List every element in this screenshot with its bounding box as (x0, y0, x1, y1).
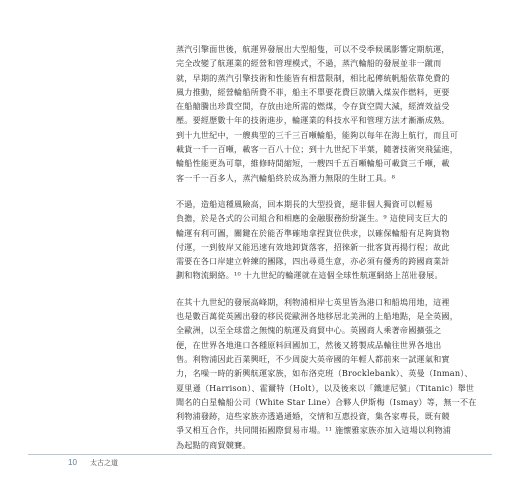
text-line: 蒸汽引擎面世後，航運界發展出大型船隻，可以不受季候風影響定期航運， (176, 44, 450, 54)
text-line: 客一千一百多人，蒸汽輪船終於成為潛力無限的生財工具。⁸ (176, 172, 396, 183)
text-line: 到十九世紀中，一艘典型的三千三百噸輪船，能夠以每年在海上航行，而且可 (176, 129, 458, 140)
text-line: 力，名噪一時的新興航運家族，如布洛克班（Brocklebank）、英曼（Inman）、 (176, 368, 473, 379)
footer-divider (28, 454, 492, 455)
text-line: 利物浦發跡，這些家族亦透過通婚，交情和互惠投資，集各家專長，既有競 (176, 411, 450, 422)
text-line: 載貨一千一百噸，載客一百八十位；到十九世紀下半葉，隨著技術突飛猛進， (176, 144, 458, 155)
text-line: 全歐洲，以至全球當之無愧的航運及商貿中心。英國商人乘著帝國擴張之 (176, 325, 442, 336)
text-line: 為起點的商貿競賽。 (176, 439, 251, 450)
page-footer (28, 454, 492, 474)
text-line: 就，早期的蒸汽引擎技術和性能皆有相當限制，相比起傳統帆船依靠免費的 (176, 72, 450, 83)
text-line: 也是數百萬從英國出發的移民從歐洲各地移居北美洲的上船地點，是全英國， (176, 311, 458, 322)
text-line: 輪船性能更為可靠，維修時間縮短，一艘四千五百噸輪船可載貨三千噸，載 (176, 158, 450, 169)
paragraph-3 (176, 295, 477, 452)
paragraph-1 (176, 42, 458, 185)
text-line: 在船艙騰出珍貴空間，存放由途所需的燃煤，令存貨空間大減，經濟效益受 (176, 101, 450, 112)
text-line: 便，在世界各地進口各種原料回國加工，然後又將製成品輸往世界各地出 (176, 339, 442, 350)
text-line: 在其十九世紀的發展高峰期，利物浦相岸七英里皆為港口和船塢用地，這裡 (176, 296, 450, 307)
text-line: 不過，造船這種風險高，回本期長的大型投資，絕非個人獨資可以輕易 (176, 198, 434, 209)
text-line: 需要在各口岸建立幹練的團隊，四出尋覓生意，亦必須有優秀的跨國商業計 (176, 256, 450, 267)
text-line: 輪運有利可圖，關鍵在於能否準確地拿捏貨位供求，以確保輪船有足夠貨物 (176, 227, 450, 238)
text-line: 壓。要經歷數十年的技術進步，輪運業的科技水平和管理方法才漸漸成熟。 (176, 115, 450, 126)
text-line: 售。利物浦因此百業興旺，不少周旋大英帝國的年輕人都前來一試運氣和實 (176, 353, 450, 364)
text-line: 完全改變了航運業的經營和管理模式，不過，蒸汽輪船的發展並非一蹴而 (176, 58, 442, 69)
text-line: 爭又相互合作，共同開拓國際貿易市場。¹¹ 施懷雅家族亦加入這場以利物浦 (176, 425, 452, 436)
text-line: 聞名的白星輪船公司（White Star Line）合夥人伊斯梅（Ismay）等，無一不在 (176, 396, 477, 407)
running-title: 太古之道 (90, 459, 118, 467)
body-text (176, 42, 477, 464)
text-line: 劃和物流網絡。¹⁰ 十九世紀的輪運就在這個全球性航運網絡上茁壯發展。 (176, 270, 443, 281)
page-number: 10 (68, 458, 77, 467)
text-line: 風力推動，經營輪船所費不菲，船主不單要花費巨款購入煤炭作燃料，更要 (176, 86, 450, 97)
paragraph-2 (176, 197, 454, 283)
text-line: 付運，一到彼岸又能迅速有效地卸貨落客，招徠新一批客貨再揚行程；故此 (176, 241, 450, 252)
text-line: 負擔，於是各式的公司組合和相應的金融服務紛紛誕生。⁹ 這使同支巨大的 (176, 213, 448, 224)
text-line: 夏里遜（Harrison）、霍爾特（Holt），以及後來以「鐵達尼號」（Titanic）舉世 (176, 382, 475, 393)
